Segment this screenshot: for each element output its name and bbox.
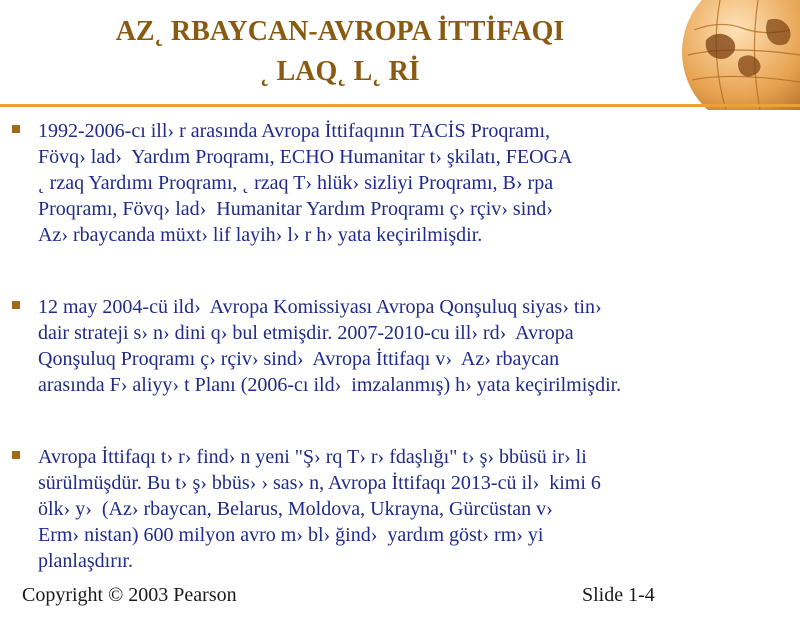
- slide-title-line-2: ˛ LAQ˛ L˛ Rİ: [260, 56, 420, 87]
- bullet-item: [0, 294, 800, 398]
- bullet-item: [0, 118, 800, 248]
- slide-footer: [0, 584, 800, 614]
- bullet-marker: [12, 301, 20, 309]
- bullet-text: 12 may 2004-cü ild› Avropa Komissiyası Avropa Qonşuluq siyas› tin› dair strateji s› n› dini q› bul etmişdir. 2007-2010-cu ill› rd› Avropa Qonşuluq Proqramı ç› rçiv› sind› Avropa İttifaqı v› Az› rbaycan arasında F› aliyy› t Planı (2006-cı ild› imzalanmış) h› yata keçirilmişdir.: [38, 296, 622, 396]
- bullet-item: [0, 444, 800, 574]
- globe-icon: [680, 0, 800, 110]
- slide-title: [20, 12, 660, 92]
- bullet-list: [0, 118, 800, 620]
- bullet-text: Avropa İttifaqı t› r› find› n yeni "Ş› rq T› r› fdaşlığı" t› ş› bbüsü ir› li sürülmüşdür. Bu t› ş› bbüs› › sas› n, Avropa İttifaqı 2013-cü il› kimi 6 ölk› y› (Az› rbaycan, Belarus, Moldova, Ukrayna, Gürcüstan v› Erm› nistan) 600 milyon avro m› bl› ğind› yardım göst› rm› yi planlaşdırır.: [38, 446, 601, 572]
- title-divider: [0, 104, 800, 107]
- slide-number: Slide 1-4: [582, 584, 655, 606]
- slide-title-line-1: AZ˛ RBAYCAN-AVROPA İTTİFAQI: [115, 16, 565, 47]
- bullet-marker: [12, 125, 20, 133]
- copyright-text: Copyright © 2003 Pearson: [22, 584, 237, 606]
- bullet-text: 1992-2006-cı ill› r arasında Avropa İttifaqının TACİS Proqramı, Fövq› lad› Yardım Proqramı, ECHO Humanitar t› şkilatı, FEOGA ˛ rzaq Yardımı Proqramı, ˛ rzaq T› hlük› sizliyi Proqramı, B› rpa Proqramı, Fövq› lad› Humanitar Yardım Proqramı ç› rçiv› sind› Az› rbaycanda müxt› lif layih› l› r h› yata keçirilmişdir.: [38, 120, 573, 246]
- bullet-marker: [12, 451, 20, 459]
